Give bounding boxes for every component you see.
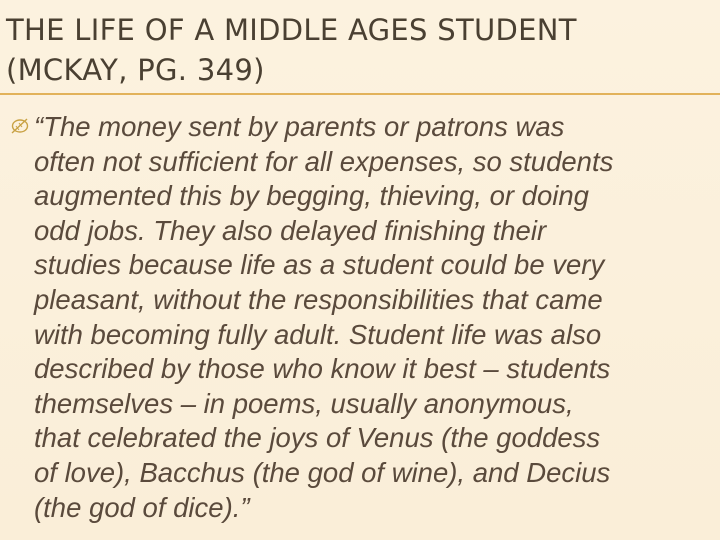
feather-bullet-icon bbox=[10, 117, 30, 135]
title-divider bbox=[0, 93, 720, 95]
slide-title-line-2: (MCKAY, PG. 349) bbox=[6, 53, 265, 87]
quote-text: “The money sent by parents or patrons was often not sufficient for all expenses, so students augmented this by begging, thieving, or doing odd jobs. They also delayed finishing their studies because life as a student could be very pleasant, without the responsibilities that came with becoming fully adult. Student life was also described by those who know it best – students themselves – in poems, usually anonymous, that celebrated the joys of Venus (the goddess of love), Bacchus (the god of wine), and Decius (the god of dice).” bbox=[34, 111, 614, 523]
slide-title bbox=[6, 10, 706, 90]
slide-title-line-1: THE LIFE OF A MIDDLE AGES STUDENT bbox=[6, 13, 577, 47]
